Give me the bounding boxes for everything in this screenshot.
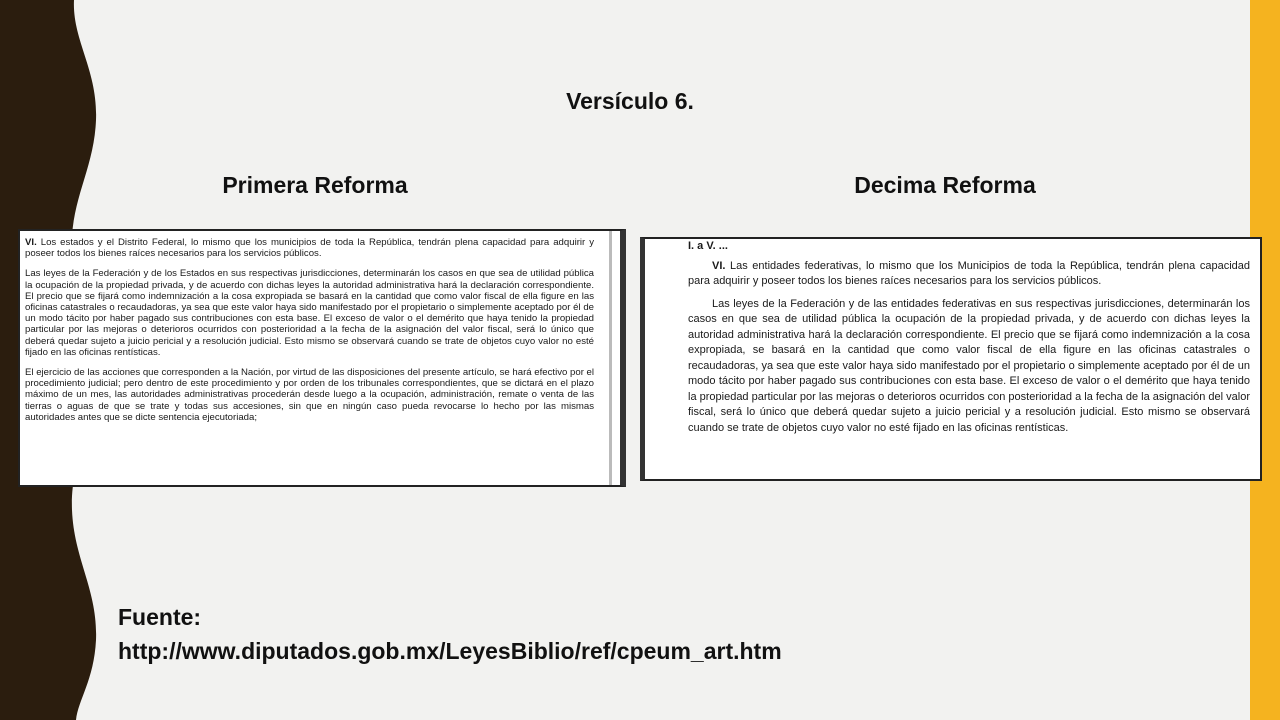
decima-reforma-p1-text: Las entidades federativas, lo mismo que los Municipios de toda la República, tendrán plena capacidad para adquirir y poseer todos los bienes raíces necesarios para los servicios públicos. <box>688 259 1250 287</box>
primera-reforma-paragraph-3: El ejercicio de las acciones que corresponden a la Nación, por virtud de las disposiciones del presente artículo, se hará efectivo por el procedimiento judicial; pero dentro de este procedimiento y por orden de los tribunales correspondientes, que se dictará en el plazo máximo de un mes, las autoridades administrativas procederán desde luego a la ocupación, administración, remate o venta de las tierras o aguas de que se trate y todas sus accesiones, sin que en ningún caso pueda revocarse lo hecho por las mismas autoridades antes que se dicte sentencia ejecutoriada; <box>25 367 595 423</box>
primera-reforma-paragraph-2: Las leyes de la Federación y de los Estados en sus respectivas jurisdicciones, determinarán los casos en que sea de utilidad pública la ocupación de la propiedad privada, y de acuerdo con dichas leyes la autoridad administrativa hará la declaración correspondiente. El precio que se fijará como indemnización a la cosa expropiada se basará en la cantidad que como valor fiscal de ella figure en las oficinas catastrales o recaudadoras, ya sea que este valor haya sido manifestado por el propietario o simplemente aceptado por él de un modo tácito por haber pagado sus contribuciones con esta base. El exceso de valor o el demérito que haya tenido la propiedad particular por las mejoras o deterioros ocurridos con posterioridad a la fecha de la asignación del valor fiscal, será lo único que deberá quedar sujeto a juicio pericial y a resolución judicial. Esto mismo se observará cuando se trate de objetos cuyo valor no esté fijado en las oficinas rentísticas. <box>25 268 594 358</box>
primera-reforma-document <box>18 229 626 487</box>
primera-reforma-paragraph-1 <box>25 237 594 259</box>
primera-reforma-heading: Primera Reforma <box>222 172 408 198</box>
decima-reforma-paragraph-2: Las leyes de la Federación y de las entidades federativas en sus respectivas jurisdicciones, determinarán los casos en que sea de utilidad pública la ocupación de la propiedad privada, y de acuerdo con dichas leyes la autoridad administrativa hará la declaración correspondiente. El precio que se fijará como indemnización a la cosa expropiada, se basará en la cantidad que como valor fiscal de ella figure en las oficinas catastrales o recaudadoras, ya sea que este valor haya sido manifestado por el propietario o simplemente aceptado por él de un modo tácito por haber pagado sus contribuciones con esta base. El exceso de valor o el demérito que haya tenido la propiedad particular por las mejoras o deterioros ocurridos con posterioridad a la fecha de la asignación del valor fiscal, será lo único que deberá quedar sujeto a juicio pericial y a resolución judicial. Esto mismo se observará cuando se trate de objetos cuyo valor no esté fijado en las oficinas rentísticas. <box>688 297 1250 434</box>
slide-title: Versículo 6. <box>566 88 694 114</box>
source-block <box>118 600 782 668</box>
decima-reforma-fraction-label: VI. <box>712 259 726 272</box>
primera-reforma-p1-text: Los estados y el Distrito Federal, lo mismo que los municipios de toda la República, tendrán plena capacidad para adquirir y poseer todos los bienes raíces necesarios para los servicios públicos. <box>25 237 594 260</box>
source-label: Fuente: <box>118 604 202 630</box>
primera-reforma-fraction-label: VI. <box>25 237 37 248</box>
decima-reforma-document <box>640 237 1262 481</box>
decima-reforma-heading: Decima Reforma <box>854 172 1036 198</box>
decima-reforma-range: I. a V. ... <box>688 240 728 252</box>
decima-reforma-paragraph-1 <box>688 259 1250 290</box>
source-url[interactable]: http://www.diputados.gob.mx/LeyesBiblio/ref/cpeum_art.htm <box>118 638 782 664</box>
